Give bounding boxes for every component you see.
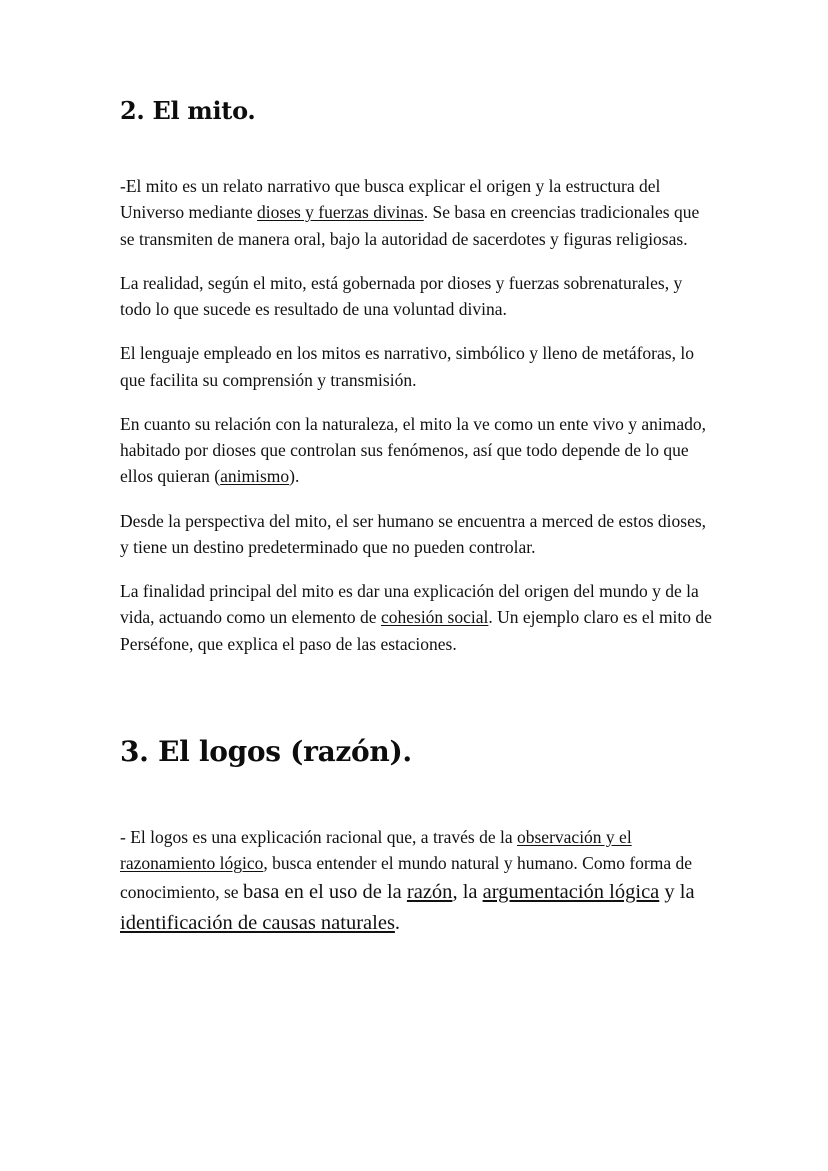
section-heading: 2. El mito. bbox=[120, 96, 256, 125]
text-run: ). bbox=[289, 466, 300, 487]
text-run: , busca entender el mundo natural y humano. Como forma de conocimiento, se bbox=[120, 853, 692, 902]
paragraph bbox=[120, 411, 712, 490]
underlined-text: argumentación lógica bbox=[482, 880, 660, 903]
underlined-text: observación y el razonamiento lógico bbox=[120, 826, 632, 874]
paragraph bbox=[120, 508, 712, 561]
text-run: Desde la perspectiva del mito, el ser humano se encuentra a merced de estos dioses, y tiene un destino predeterminado que no pueden controlar. bbox=[120, 510, 707, 557]
text-run: El lenguaje empleado en los mitos es narrativo, simbólico y lleno de metáforas, lo que facilita su comprensión y transmisión. bbox=[120, 343, 694, 390]
underlined-text: razón bbox=[406, 880, 453, 903]
paragraph bbox=[120, 173, 712, 252]
text-run: En cuanto su relación con la naturaleza, el mito la ve como un ente vivo y animado, habitado por dioses que controlan sus fenómenos, así que todo depende de lo que ellos quieran ( bbox=[120, 413, 707, 487]
underlined-text: dioses y fuerzas divinas bbox=[257, 202, 424, 223]
underlined-text: cohesión social bbox=[380, 607, 489, 628]
text-run: La realidad, según el mito, está gobernada por dioses y fuerzas sobrenaturales, y todo lo que sucede es resultado de una voluntad divina. bbox=[120, 272, 683, 319]
section-heading: 3. El logos (razón). bbox=[120, 734, 412, 768]
text-run: basa en el uso de la bbox=[242, 880, 407, 903]
text-run: - El logos es una explicación racional que, a través de la bbox=[120, 826, 517, 847]
text-run: y la bbox=[659, 880, 695, 903]
text-run: . Un ejemplo claro es el mito de Perséfone, que explica el paso de las estaciones. bbox=[120, 607, 712, 654]
text-run: -El mito es un relato narrativo que busca explicar el origen y la estructura del Universo mediante bbox=[120, 176, 661, 223]
text-run: . Se basa en creencias tradicionales que se transmiten de manera oral, bajo la autoridad de sacerdotes y figuras religiosas. bbox=[120, 202, 700, 249]
paragraph bbox=[120, 824, 712, 940]
underlined-text: identificación de causas naturales bbox=[120, 912, 395, 935]
text-run: La finalidad principal del mito es dar una explicación del origen del mundo y de la vida, actuando como un elemento de bbox=[120, 581, 699, 628]
paragraph bbox=[120, 270, 712, 323]
paragraph bbox=[120, 340, 712, 393]
text-run: . bbox=[394, 912, 401, 935]
paragraph bbox=[120, 578, 712, 657]
text-run: , la bbox=[452, 880, 483, 903]
underlined-text: animismo bbox=[220, 466, 290, 487]
